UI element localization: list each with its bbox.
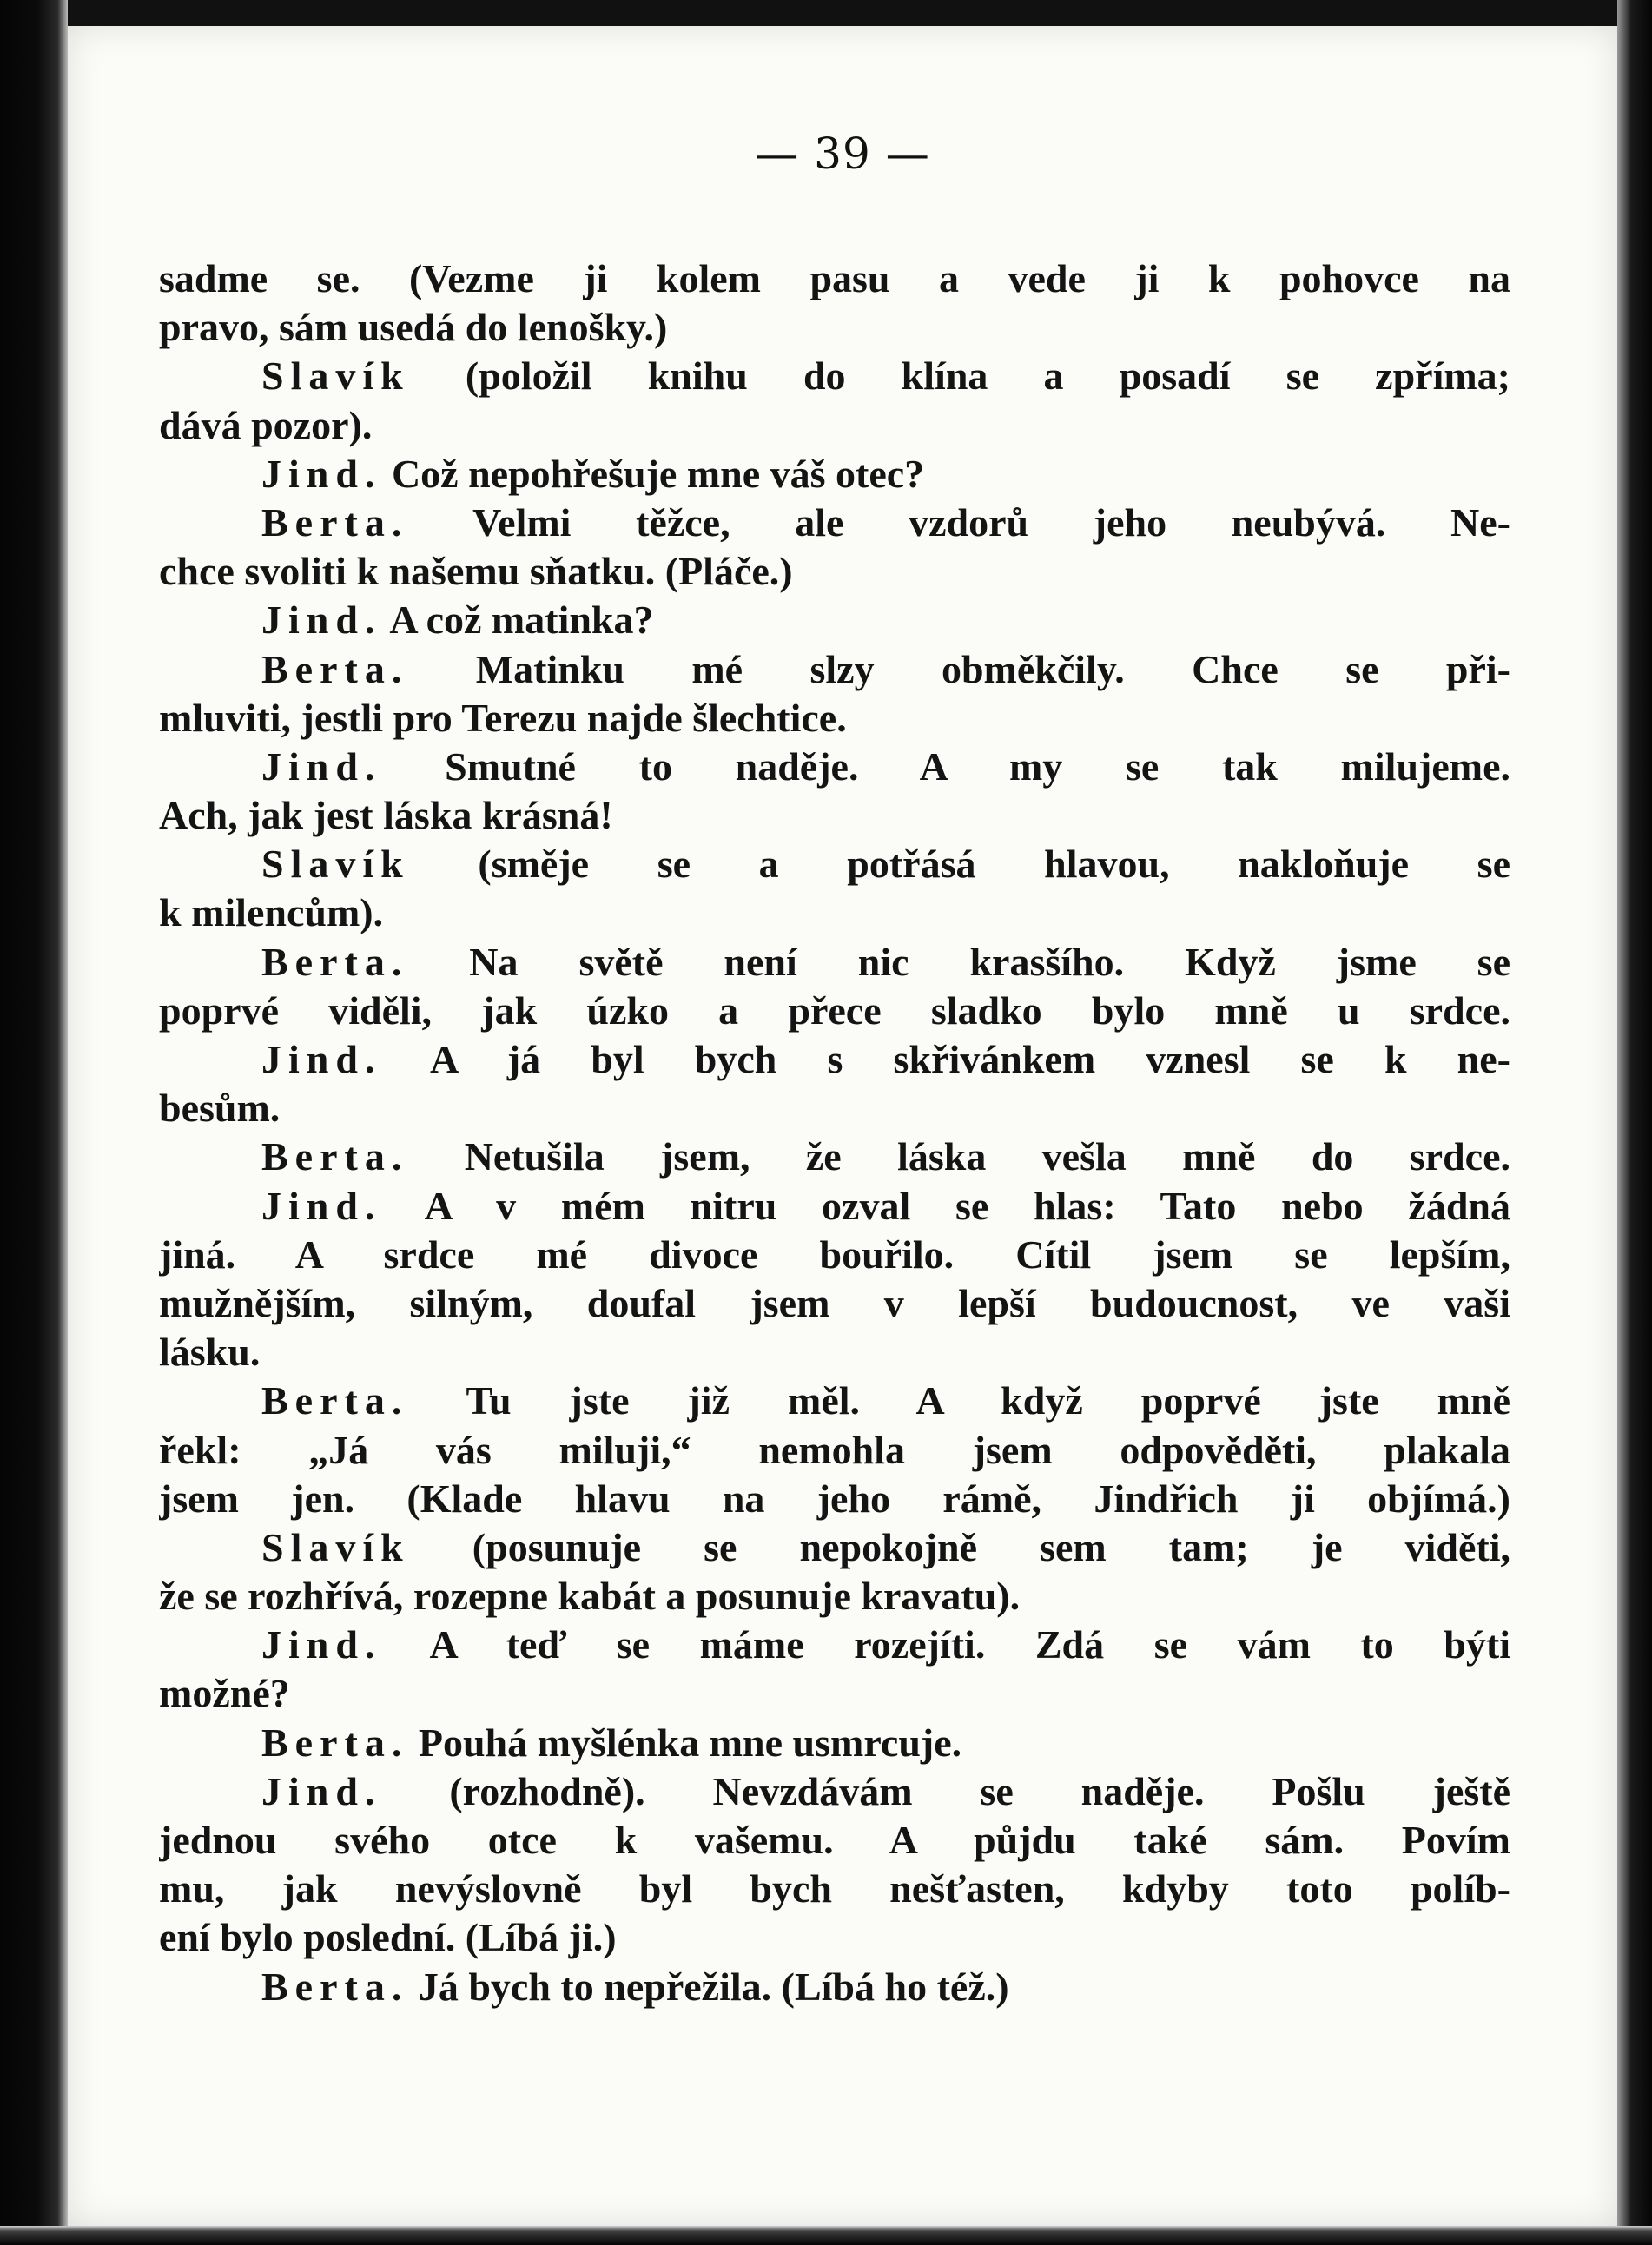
line-text: (rozhodně). Nevzdávám se naděje. Pošlu ještě [381, 1768, 1510, 1813]
line-text: A což matinka? [381, 598, 654, 643]
speaker-name: Slavík [261, 1524, 410, 1569]
line-text: Matinku mé slzy obměkčily. Chce se při- [408, 646, 1510, 691]
scan-right-edge [1617, 0, 1652, 2245]
line-text: Netušila jsem, že láska vešla mně do srdce. [408, 1134, 1510, 1179]
text-line [159, 547, 1510, 596]
line-text: sadme se. (Vezme ji kolem pasu a vede ji k pohovce na [159, 256, 1510, 300]
speaker-name: Berta. [261, 1134, 409, 1179]
text-line [159, 352, 1510, 400]
line-text: Velmi těžce, ale vzdorů jeho neubývá. Ne- [408, 499, 1510, 545]
line-text: mluviti, jestli pro Terezu najde šlechtice. [159, 695, 847, 740]
line-text: dává pozor). [159, 402, 373, 447]
scan-bottom-edge [0, 2226, 1652, 2245]
text-line [159, 1377, 1510, 1425]
text-line [159, 938, 1510, 987]
speaker-name: Slavík [261, 353, 410, 399]
text-line [159, 1328, 1510, 1377]
line-text: že se rozhřívá, rozepne kabát a posunuje kravatu). [159, 1574, 1021, 1619]
line-text: Pouhá myšlénka mne usmrcuje. [408, 1720, 962, 1765]
text-line [159, 303, 1510, 352]
line-text: jiná. A srdce mé divoce bouřilo. Cítil jsem se lepším, [159, 1231, 1510, 1277]
text-line [159, 694, 1510, 743]
speaker-name: Jind. [261, 743, 382, 789]
page-number: — 39 — [755, 129, 930, 179]
text-line [159, 1132, 1510, 1181]
text-line [159, 1084, 1510, 1132]
line-text: (směje se a potřásá hlavou, nakloňuje se [409, 842, 1510, 887]
line-text: ení bylo poslední. (Líbá ji.) [159, 1915, 617, 1960]
speaker-name: Berta. [261, 646, 409, 691]
text-line [159, 1035, 1510, 1084]
line-text: mužnějším, silným, doufal jsem v lepší budoucnost, ve vaši [159, 1280, 1510, 1325]
line-text: k milencům). [159, 890, 384, 935]
text-line [159, 1913, 1510, 1962]
speaker-name: Berta. [261, 1378, 409, 1423]
text-line [159, 1865, 1510, 1913]
line-text: A v mém nitru ozval se hlas: Tato nebo žádná [381, 1183, 1510, 1228]
speaker-name: Jind. [261, 451, 382, 496]
page-text [159, 254, 1510, 2011]
text-line [159, 499, 1510, 547]
text-line [159, 1621, 1510, 1669]
speaker-name: Jind. [261, 1183, 382, 1228]
line-text: (položil knihu do klína a posadí se zpříma; [409, 353, 1510, 399]
line-text: Ach, jak jest láska krásná! [159, 793, 613, 838]
line-text: pravo, sám usedá do lenošky.) [159, 305, 668, 350]
scan-left-edge [0, 0, 68, 2245]
text-line [159, 1182, 1510, 1231]
line-text: Tu jste již měl. A když poprvé jste mně [408, 1378, 1510, 1423]
text-line [159, 743, 1510, 791]
text-line [159, 1572, 1510, 1621]
text-line [159, 1816, 1510, 1865]
line-text: besům. [159, 1086, 281, 1131]
speaker-name: Jind. [261, 1622, 382, 1667]
text-line [159, 1669, 1510, 1718]
line-text: chce svoliti k našemu sňatku. (Pláče.) [159, 549, 793, 594]
speaker-name: Slavík [261, 842, 410, 887]
speaker-name: Jind. [261, 1768, 382, 1813]
text-line [159, 1475, 1510, 1523]
book-page [68, 26, 1617, 2226]
text-line [159, 1231, 1510, 1279]
line-text: jednou svého otce k vašemu. A půjdu také sám. Povím [159, 1818, 1510, 1862]
text-line [159, 1963, 1510, 2011]
line-text: Smutné to naděje. A my se tak milujeme. [381, 743, 1510, 789]
line-text: jsem jen. (Klade hlavu na jeho rámě, Jindřich ji objímá.) [159, 1476, 1510, 1521]
text-line [159, 1767, 1510, 1816]
speaker-name: Jind. [261, 598, 382, 643]
line-text: Na světě není nic krasšího. Když jsme se [408, 939, 1510, 984]
speaker-name: Berta. [261, 1964, 409, 2009]
line-text: poprvé viděli, jak úzko a přece sladko bylo mně u srdce. [159, 987, 1510, 1033]
text-line [159, 596, 1510, 644]
text-line [159, 888, 1510, 937]
text-line [159, 1426, 1510, 1475]
text-line [159, 1719, 1510, 1767]
text-line [159, 1279, 1510, 1328]
line-text: možné? [159, 1671, 290, 1716]
text-line [159, 401, 1510, 450]
line-text: (posunuje se nepokojně sem tam; je viděti, [409, 1524, 1510, 1569]
text-line [159, 1523, 1510, 1572]
speaker-name: Berta. [261, 499, 409, 545]
line-text: Což nepohřešuje mne váš otec? [381, 451, 925, 496]
line-text: řekl: „Já vás miluji,“ nemohla jsem odpověděti, plakala [159, 1427, 1510, 1472]
speaker-name: Berta. [261, 939, 409, 984]
text-line [159, 254, 1510, 303]
text-line [159, 791, 1510, 840]
text-line [159, 645, 1510, 694]
line-text: A teď se máme rozejíti. Zdá se vám to býti [381, 1622, 1510, 1667]
text-line [159, 987, 1510, 1035]
line-text: A já byl bych s skřivánkem vznesl se k ne- [381, 1037, 1510, 1081]
line-text: mu, jak nevýslovně byl bych nešťasten, kdyby toto políb- [159, 1866, 1510, 1912]
text-line [159, 450, 1510, 499]
text-line [159, 840, 1510, 888]
speaker-name: Berta. [261, 1720, 409, 1765]
line-text: Já bych to nepřežila. (Líbá ho též.) [408, 1964, 1009, 2009]
speaker-name: Jind. [261, 1037, 382, 1081]
line-text: lásku. [159, 1330, 261, 1375]
